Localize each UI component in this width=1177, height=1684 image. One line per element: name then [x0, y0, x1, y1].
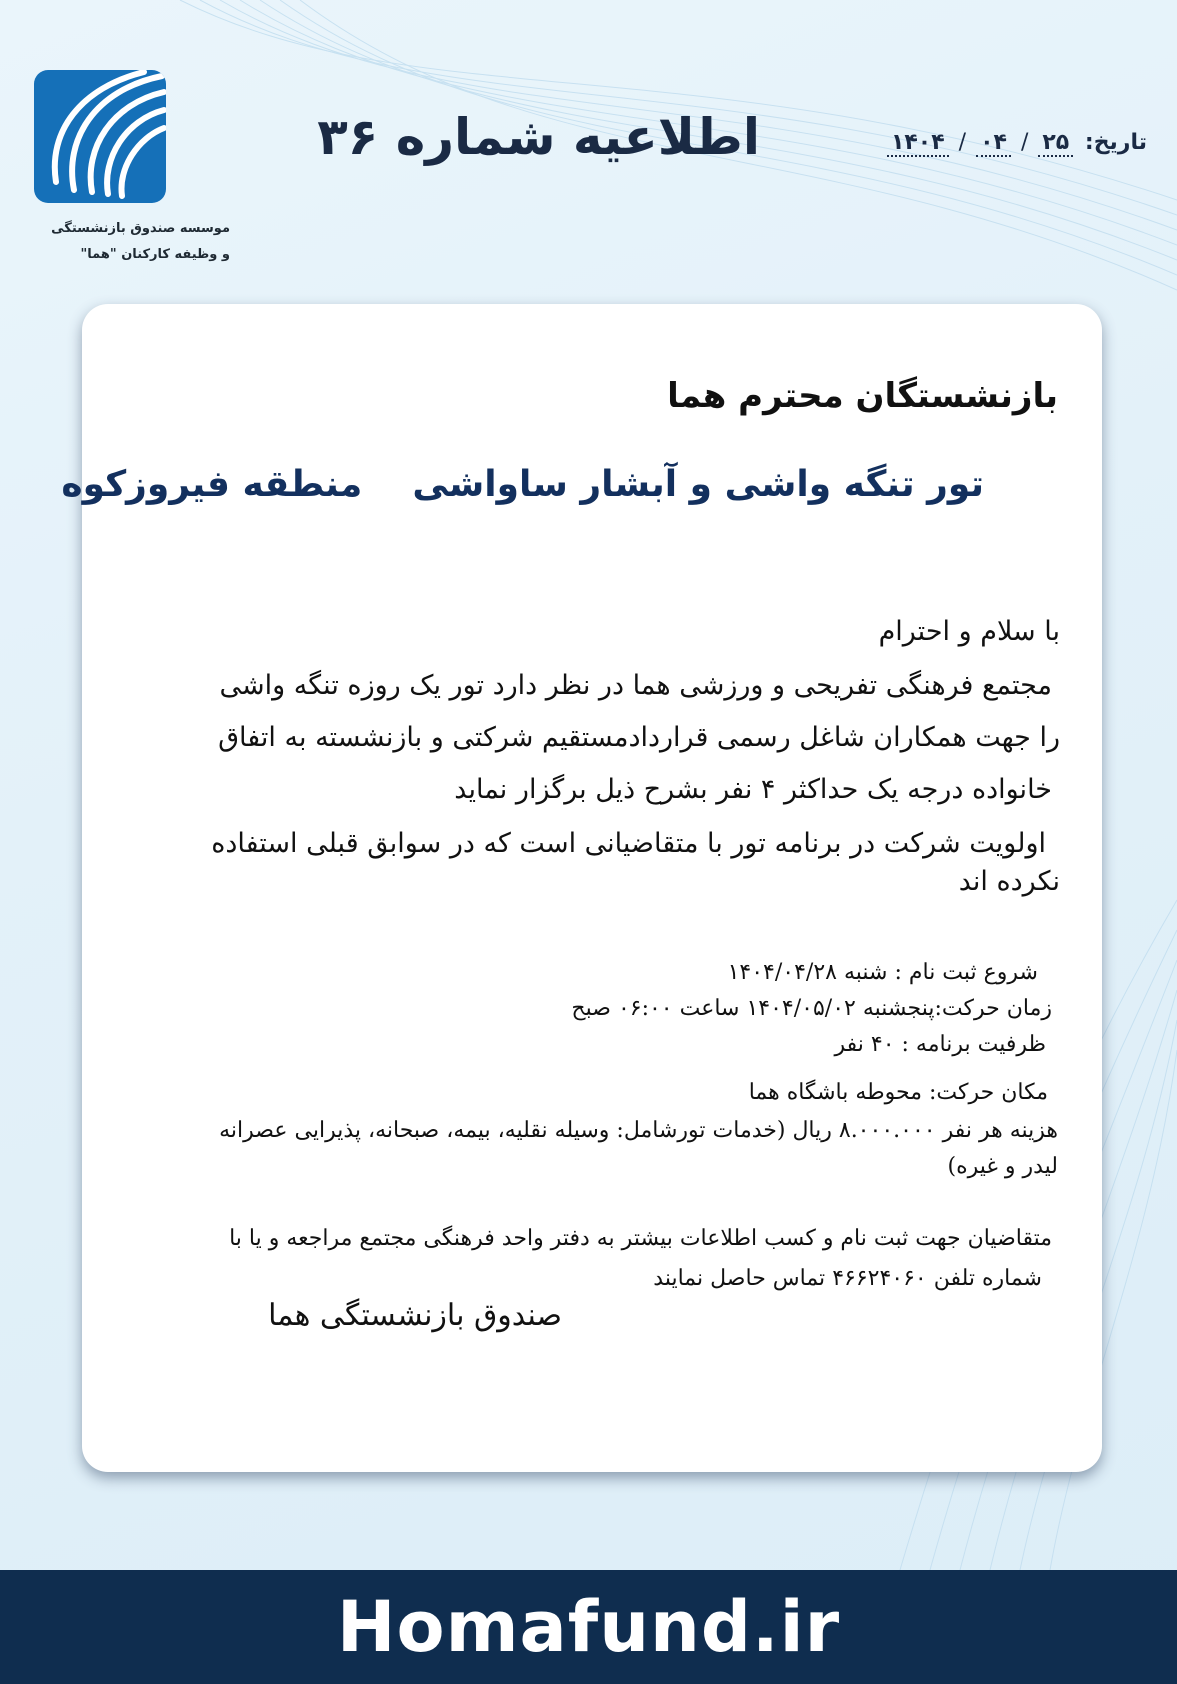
body-line: اولویت شرکت در برنامه تور با متقاضیانی است که در سوابق قبلی استفاده [211, 828, 1046, 859]
cost-line: هزینه هر نفر ۸.۰۰۰.۰۰۰ ریال (خدمات تورشامل: وسیله نقلیه، بیمه، صبحانه، پذیرایی عصرانه [219, 1118, 1058, 1143]
announcement-title: اطلاعیه شماره ۳۶ [317, 108, 760, 166]
announcement-date [883, 130, 1147, 157]
date-separator: / [1020, 130, 1029, 155]
contact-phone-line: شماره تلفن ۴۶۶۲۴۰۶۰ تماس حاصل نمایند [653, 1266, 1042, 1291]
capacity: ظرفیت برنامه : ۴۰ نفر [834, 1032, 1046, 1057]
organization-name-line-1: موسسه صندوق بازنشستگی [51, 221, 230, 236]
cost-line: لیدر و غیره) [947, 1154, 1058, 1179]
date-separator: / [958, 130, 967, 155]
body-line: خانواده درجه یک حداکثر ۴ نفر بشرح ذیل برگزار نماید [454, 774, 1052, 805]
signature: صندوق بازنشستگی هما [268, 1298, 562, 1333]
departure-location: مکان حرکت: محوطه باشگاه هما [748, 1080, 1048, 1105]
date-day: ۲۵ [1038, 130, 1073, 157]
footer-bar [0, 1570, 1177, 1684]
announcement-card [61, 304, 1102, 1472]
website-link[interactable]: Homafund.ir [336, 1586, 841, 1668]
date-label: تاریخ: [1084, 130, 1147, 155]
tour-name: تور تنگه واشی و آبشار ساواشی [412, 464, 984, 505]
body-line: مجتمع فرهنگی تفریحی و ورزشی هما در نظر دارد تور یک روزه تنگه واشی [219, 670, 1052, 701]
date-month: ۰۴ [976, 130, 1011, 157]
body-line: نکرده اند [958, 866, 1060, 897]
registration-start: شروع ثبت نام : شنبه ۱۴۰۴/۰۴/۲۸ [727, 960, 1038, 985]
departure-time: زمان حرکت:پنجشنبه ۱۴۰۴/۰۵/۰۲ ساعت ۰۶:۰۰ صبح [571, 996, 1052, 1021]
date-year: ۱۴۰۴ [887, 130, 949, 157]
organization-name-line-2: و وظیفه کارکنان "هما" [80, 247, 230, 262]
tour-title [61, 464, 984, 505]
salutation: بازنشستگان محترم هما [667, 376, 1058, 416]
greeting-line: با سلام و احترام [878, 616, 1060, 647]
organization-name [30, 216, 230, 268]
body-line: را جهت همکاران شاغل رسمی قراردادمستقیم شرکتی و بازنشسته به اتفاق [218, 722, 1060, 753]
contact-line: متقاضیان جهت ثبت نام و کسب اطلاعات بیشتر به دفتر واحد فرهنگی مجتمع مراجعه و یا با [229, 1226, 1052, 1251]
tour-region: منطقه فیروزکوه [61, 464, 363, 505]
homa-logo-icon [34, 70, 166, 203]
